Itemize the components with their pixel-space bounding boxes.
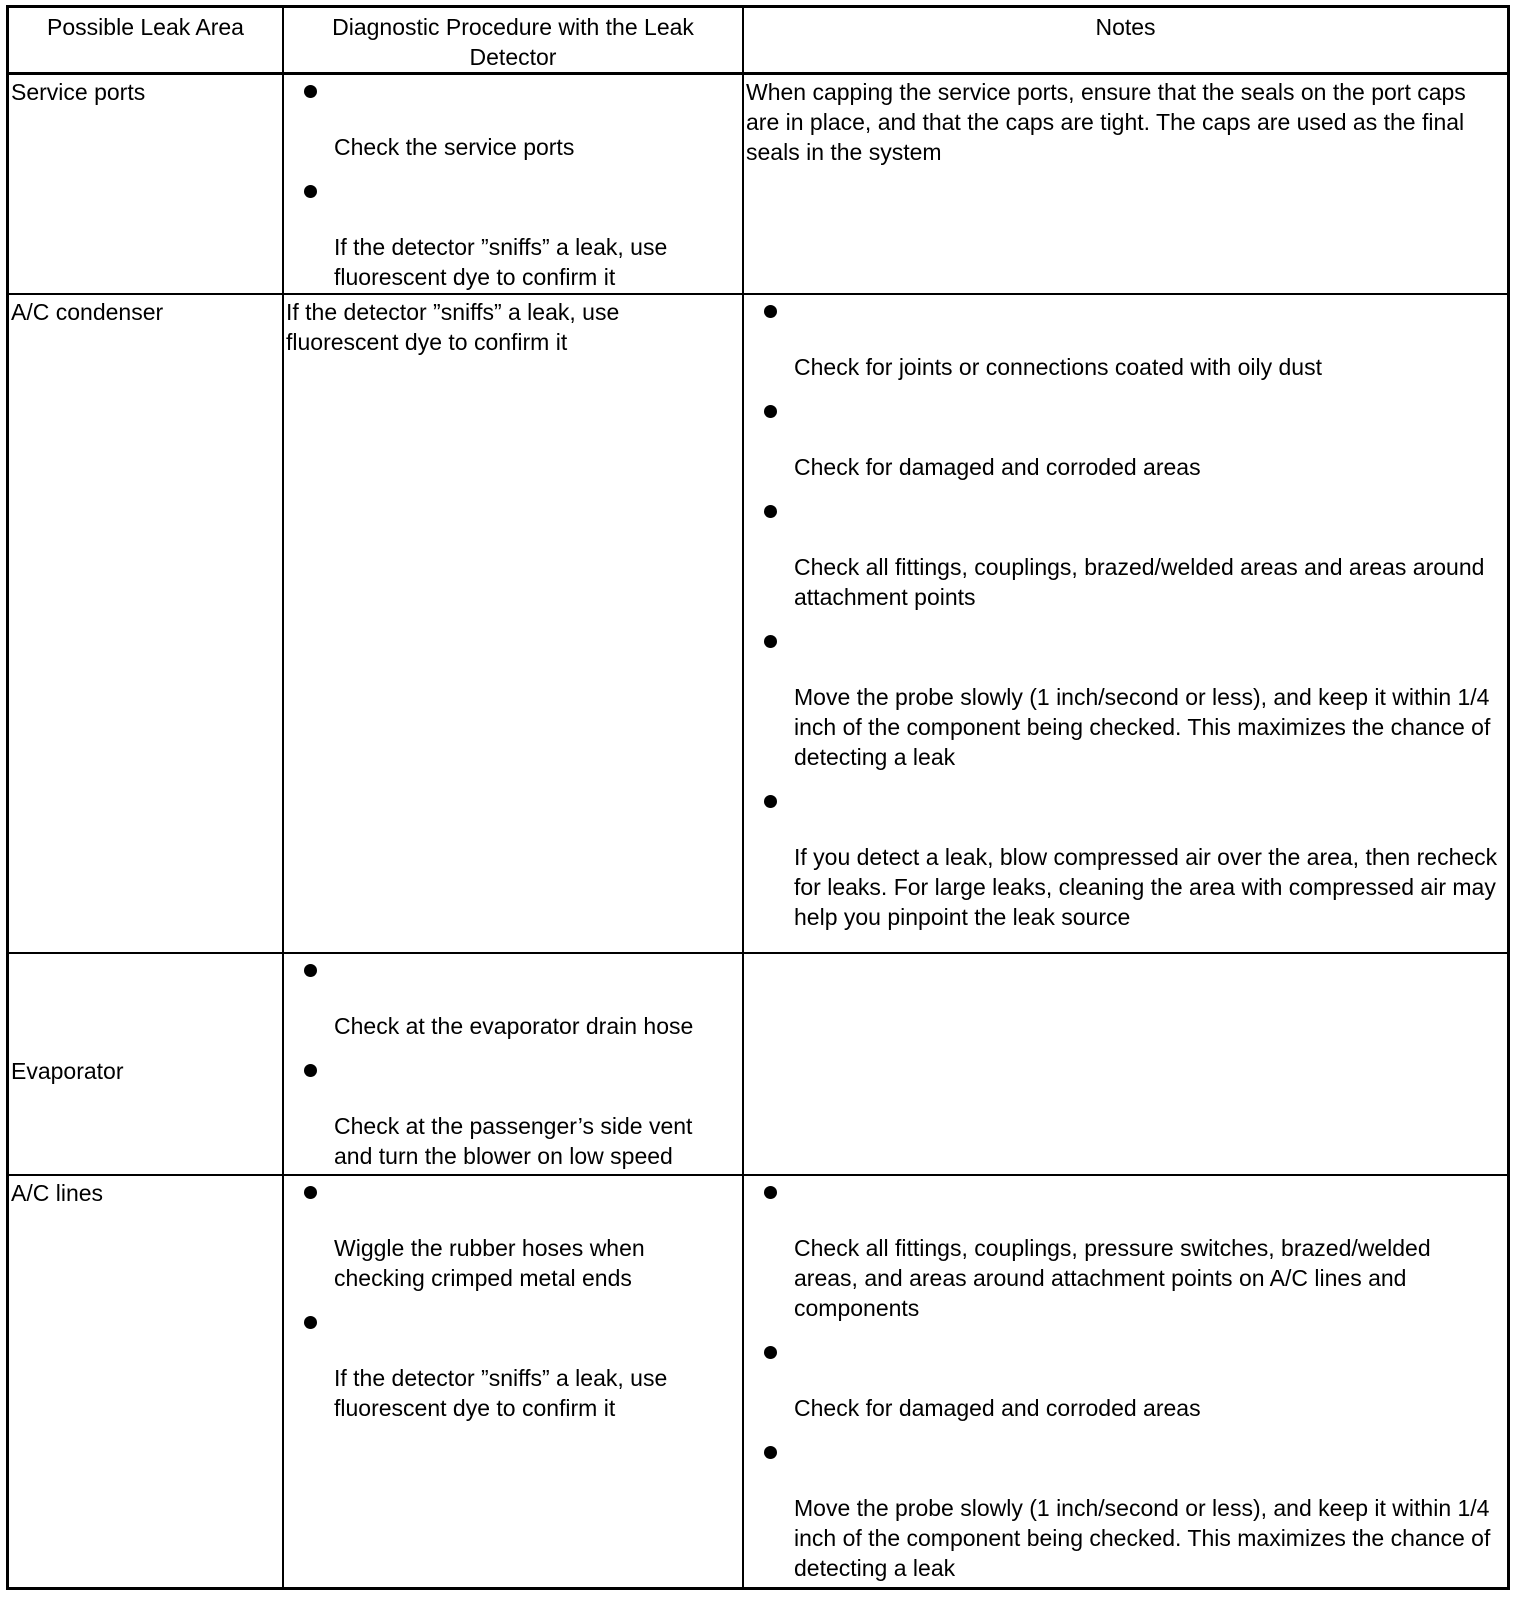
bullet-icon [764,305,777,318]
header-possible-leak-area: Possible Leak Area [47,14,244,40]
list-item: Check for damaged and corroded areas [744,397,1507,482]
list-item: If the detector ”sniffs” a leak, use fluorescent dye to confirm it [284,1308,742,1423]
bullet-icon [304,1316,317,1329]
list-item: Check at the evaporator drain hose [284,956,742,1041]
list-item: Wiggle the rubber hoses when checking crimped metal ends [284,1178,742,1293]
list-item: Check for damaged and corroded areas [744,1338,1507,1423]
row-divider [9,952,1507,954]
list-item: Check all fittings, couplings, pressure switches, brazed/welded areas, and areas around attachment points on A/C lines and components [744,1178,1507,1323]
bullet-icon [764,1446,777,1459]
header-notes: Notes [1095,14,1156,40]
bullet-icon [764,505,777,518]
procedure-ac-condenser: If the detector ”sniffs” a leak, use fluorescent dye to confirm it [286,299,620,355]
procedure-ac-lines [284,1176,742,1423]
bullet-icon [304,1186,317,1199]
bullet-icon [304,185,317,198]
list-item: Move the probe slowly (1 inch/second or less), and keep it within 1/4 inch of the component being checked. This maximizes the chance of detecting a leak [744,1438,1507,1583]
area-ac-condenser: A/C condenser [11,299,164,325]
list-item: If the detector ”sniffs” a leak, use fluorescent dye to confirm it [284,177,742,292]
bullet-icon [304,85,317,98]
procedure-evaporator [284,954,742,1171]
list-item: Check the service ports [284,77,742,162]
list-item: Check all fittings, couplings, brazed/welded areas and areas around attachment points [744,497,1507,612]
bullet-icon [764,635,777,648]
area-service-ports: Service ports [11,79,146,105]
notes-service-ports: When capping the service ports, ensure that the seals on the port caps are in place, and that the caps are tight. The caps are used as the final seals in the system [746,79,1466,165]
list-item: Check for joints or connections coated with oily dust [744,297,1507,382]
bullet-icon [764,1186,777,1199]
bullet-icon [764,795,777,808]
notes-ac-lines [744,1176,1507,1583]
list-item: If you detect a leak, blow compressed air over the area, then recheck for leaks. For large leaks, cleaning the area with compressed air may help you pinpoint the leak source [744,787,1507,932]
leak-diagnosis-table [6,5,1510,1590]
procedure-service-ports [284,75,742,292]
notes-ac-condenser [744,295,1507,932]
list-item: Check at the passenger’s side vent and turn the blower on low speed [284,1056,742,1171]
bullet-icon [764,405,777,418]
bullet-icon [764,1346,777,1359]
header-diagnostic-procedure: Diagnostic Procedure with the Leak Detector [332,14,694,70]
area-ac-lines: A/C lines [11,1180,104,1206]
bullet-icon [304,964,317,977]
area-evaporator: Evaporator [11,1058,124,1084]
bullet-icon [304,1064,317,1077]
list-item: Move the probe slowly (1 inch/second or less), and keep it within 1/4 inch of the component being checked. This maximizes the chance of detecting a leak [744,627,1507,772]
